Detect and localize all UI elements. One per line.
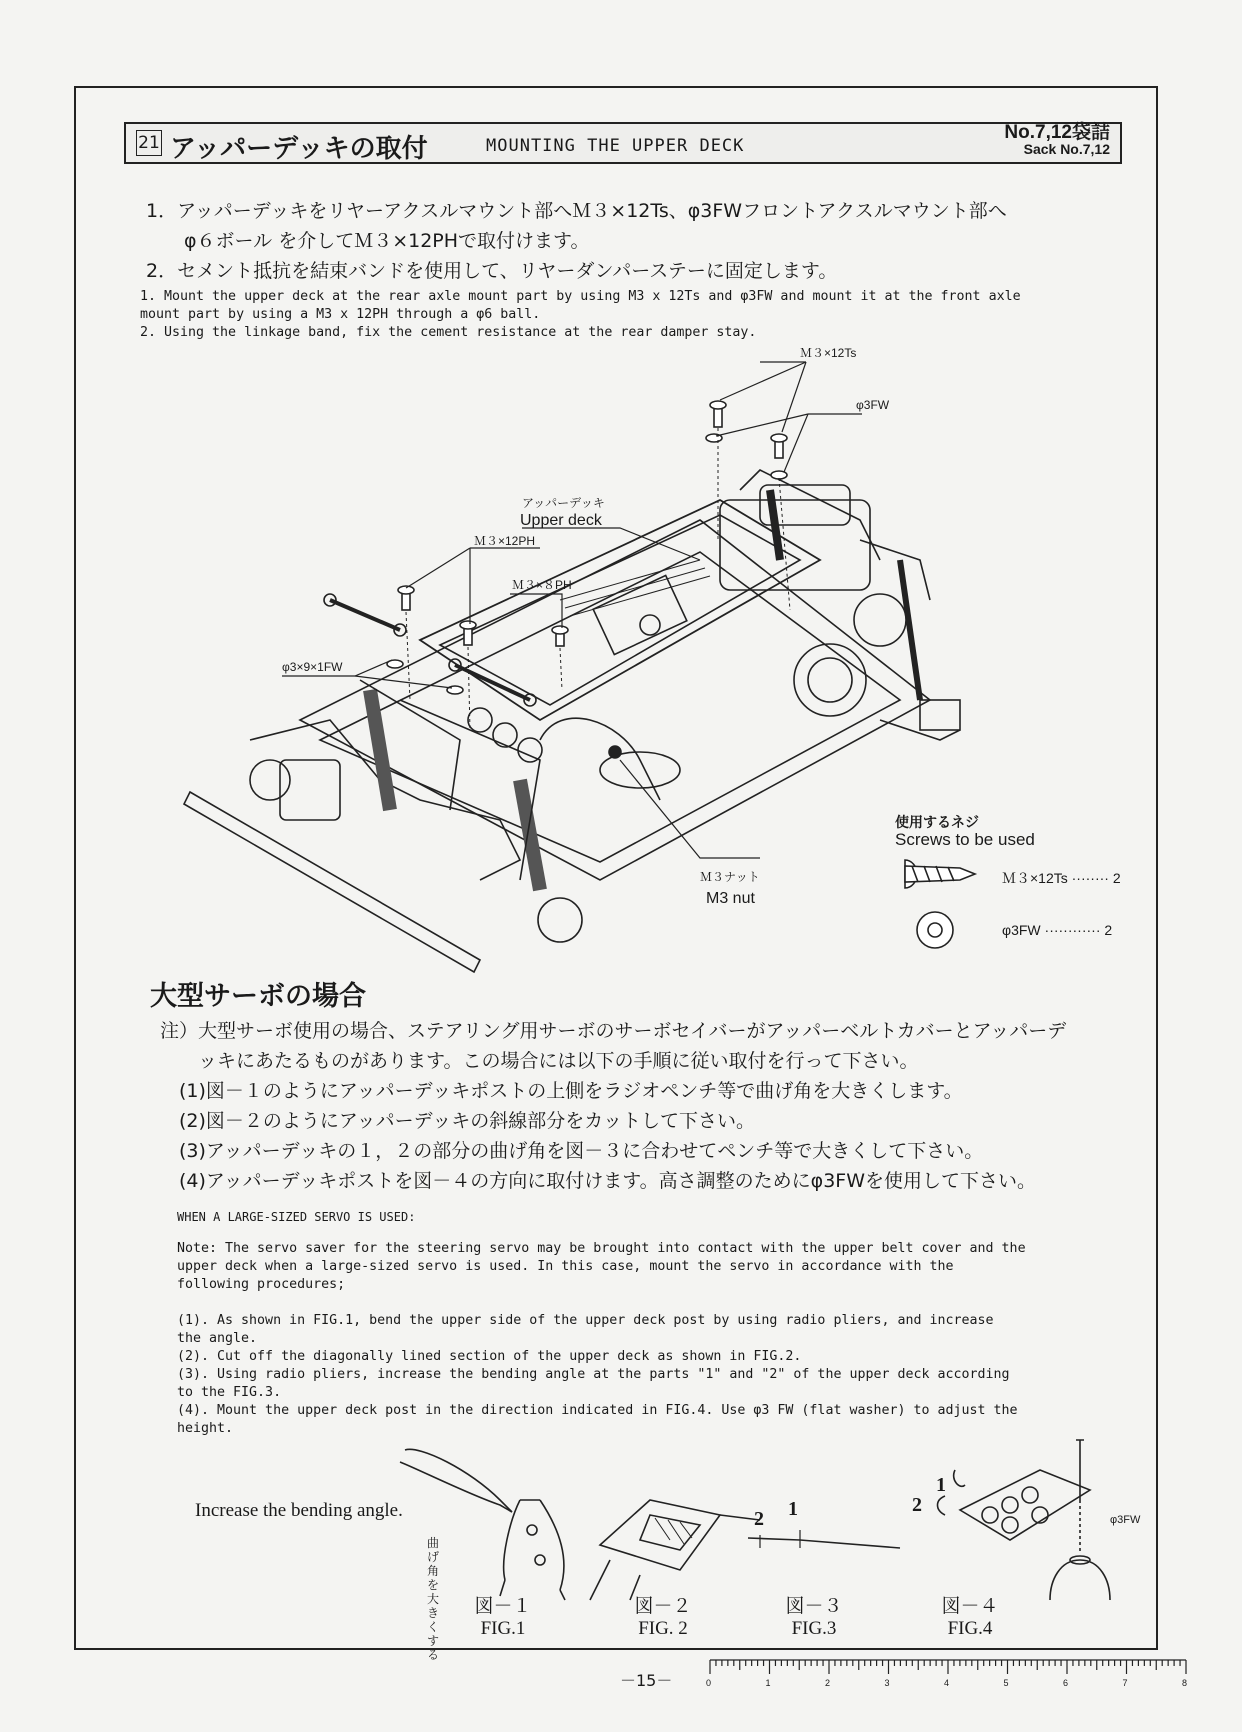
- bend-angle-jp-label: 曲げ角を大きくする: [427, 1536, 440, 1662]
- ruler-label: 2: [825, 1678, 831, 1688]
- fig4-mark-1: 1: [936, 1474, 946, 1496]
- screw-item2-label: φ3FW: [1002, 922, 1041, 938]
- servo-note-en-1: Note: The servo saver for the steering servo may be brought into contact with the upper belt cover and the: [177, 1241, 1026, 1256]
- servo-note-jp-5: (3)アッパーデッキの１，２の部分の曲げ角を図－３に合わせてペンチ等で大きくして下さい。: [160, 1140, 984, 1162]
- fig4-en: FIG.4: [947, 1618, 993, 1639]
- title-jp: アッパーデッキの取付: [170, 134, 428, 164]
- label-m3nut-jp: Ｍ３ナット: [700, 870, 760, 884]
- screw-item2-qty: 2: [1104, 922, 1113, 938]
- increase-angle-label: Increase the bending angle.: [195, 1500, 403, 1521]
- servo-note-jp-1: 注）大型サーボ使用の場合、ステアリング用サーボのサーボセイバーがアッパーベルトカバーとアッパーデ: [160, 1020, 1067, 1042]
- servo-step-3: (3). Using radio pliers, increase the bending angle at the parts "1" and "2" of the upper deck according: [177, 1367, 1010, 1382]
- servo-step-4: (4). Mount the upper deck post in the direction indicated in FIG.4. Use φ3 FW (flat washer) to adjust the: [177, 1403, 1018, 1418]
- label-phi3fw: φ3FW: [856, 398, 890, 412]
- servo-note-en-2: upper deck when a large-sized servo is used. In this case, mount the servo in accordance with the: [177, 1259, 954, 1274]
- servo-title-en: WHEN A LARGE-SIZED SERVO IS USED:: [177, 1210, 416, 1224]
- ruler-label: 8: [1182, 1678, 1188, 1688]
- fig3-caption: [774, 1596, 854, 1640]
- servo-step-3b: to the FIG.3.: [177, 1385, 282, 1400]
- label-upper-deck-jp: アッパーデッキ: [522, 496, 605, 510]
- servo-step-2: (2). Cut off the diagonally lined section of the upper deck as shown in FIG.2.: [177, 1349, 802, 1364]
- page-number: －15－: [620, 1671, 673, 1690]
- ruler-label: 1: [765, 1678, 771, 1688]
- fig4-caption: [930, 1596, 1010, 1640]
- label-phi3x9x1fw: φ3×9×1FW: [282, 660, 343, 674]
- step-number: 21: [136, 130, 162, 156]
- screw-item2-dots: ············: [1040, 922, 1105, 938]
- screw-item1: [1002, 868, 1121, 888]
- fig1-jp: 図－１: [474, 1596, 532, 1617]
- label-m3x8ph: Ｍ３×８PH: [512, 578, 572, 592]
- instruction-en-1: 1. Mount the upper deck at the rear axle mount part by using M3 x 12Ts and φ3FW and mount it at the front axle: [140, 289, 1021, 304]
- fig3-mark-1: 1: [788, 1498, 798, 1520]
- large-servo-title: 大型サーボの場合: [150, 981, 366, 1012]
- instruction-jp-1b: φ６ボール を介してＭ３×12PHで取付けます。: [146, 230, 590, 252]
- fig2-caption: [618, 1596, 708, 1640]
- fig4-mark-2: 2: [912, 1494, 922, 1516]
- fig3-jp: 図－３: [785, 1596, 843, 1617]
- servo-note-en-3: following procedures;: [177, 1277, 346, 1292]
- ruler-label: 7: [1122, 1678, 1128, 1688]
- servo-note-jp-2: ッキにあたるものがあります。この場合には以下の手順に従い取付を行って下さい。: [160, 1050, 919, 1072]
- servo-note-jp-4: (2)図－２のようにアッパーデッキの斜線部分をカットして下さい。: [160, 1110, 756, 1132]
- servo-note-jp-6: (4)アッパーデッキポストを図－４の方向に取付けます。高さ調整のためにφ3FWを使用して下さい。: [160, 1170, 1037, 1192]
- fig2-en: FIG. 2: [638, 1618, 688, 1639]
- instruction-en-1b: mount part by using a M3 x 12PH through a φ6 ball.: [140, 307, 541, 322]
- fig4-jp: 図－４: [941, 1596, 999, 1617]
- servo-note-jp-3: (1)図－１のようにアッパーデッキポストの上側をラジオペンチ等で曲げ角を大きくします。: [160, 1080, 963, 1102]
- screw-item2: [1002, 922, 1112, 938]
- sack-en: Sack No.7,12: [1023, 141, 1110, 157]
- sack-jp: No.7,12袋詰: [1004, 122, 1110, 143]
- section-header: [124, 122, 1122, 164]
- servo-step-1b: the angle.: [177, 1331, 258, 1346]
- instruction-en-2: 2. Using the linkage band, fix the cement resistance at the rear damper stay.: [140, 325, 757, 340]
- screw-item1-dots: ········: [1067, 870, 1113, 886]
- instruction-jp-2: 2．セメント抵抗を結束バンドを使用して、リヤーダンパーステーに固定します。: [146, 260, 838, 282]
- label-m3x12ph: Ｍ３×12PH: [474, 534, 536, 548]
- servo-step-1: (1). As shown in FIG.1, bend the upper side of the upper deck post by using radio pliers, and increase: [177, 1313, 994, 1328]
- fig4-fw-label: φ3FW: [1110, 1514, 1141, 1526]
- fig3-en: FIG.3: [791, 1618, 837, 1639]
- fig3-mark-2: 2: [754, 1508, 764, 1530]
- instruction-jp-1: 1．アッパーデッキをリヤーアクスルマウント部へＭ３×12Ts、φ3FWフロントアクスルマウント部へ: [146, 200, 1007, 222]
- title-en: MOUNTING THE UPPER DECK: [486, 136, 745, 156]
- screw-item1-label: Ｍ３×12Ts: [1002, 870, 1068, 886]
- fig2-jp: 図－２: [634, 1596, 692, 1617]
- label-upper-deck-en: Upper deck: [520, 512, 602, 529]
- fig1-caption: [463, 1596, 543, 1640]
- ruler-label: 6: [1063, 1678, 1069, 1688]
- ruler-label: 3: [884, 1678, 890, 1688]
- label-m3nut-en: M3 nut: [706, 890, 755, 907]
- sack-info: [1004, 124, 1110, 158]
- screws-title-en: Screws to be used: [895, 830, 1035, 849]
- ruler-label: 5: [1003, 1678, 1009, 1688]
- fig1-en: FIG.1: [480, 1618, 526, 1639]
- ruler-label: 0: [706, 1678, 712, 1688]
- servo-step-4b: height.: [177, 1421, 234, 1436]
- ruler-label: 4: [944, 1678, 950, 1688]
- screw-item1-qty: 2: [1112, 870, 1121, 886]
- label-m3x12ts: Ｍ３×12Ts: [800, 346, 857, 360]
- screws-title-jp: 使用するネジ: [895, 814, 979, 830]
